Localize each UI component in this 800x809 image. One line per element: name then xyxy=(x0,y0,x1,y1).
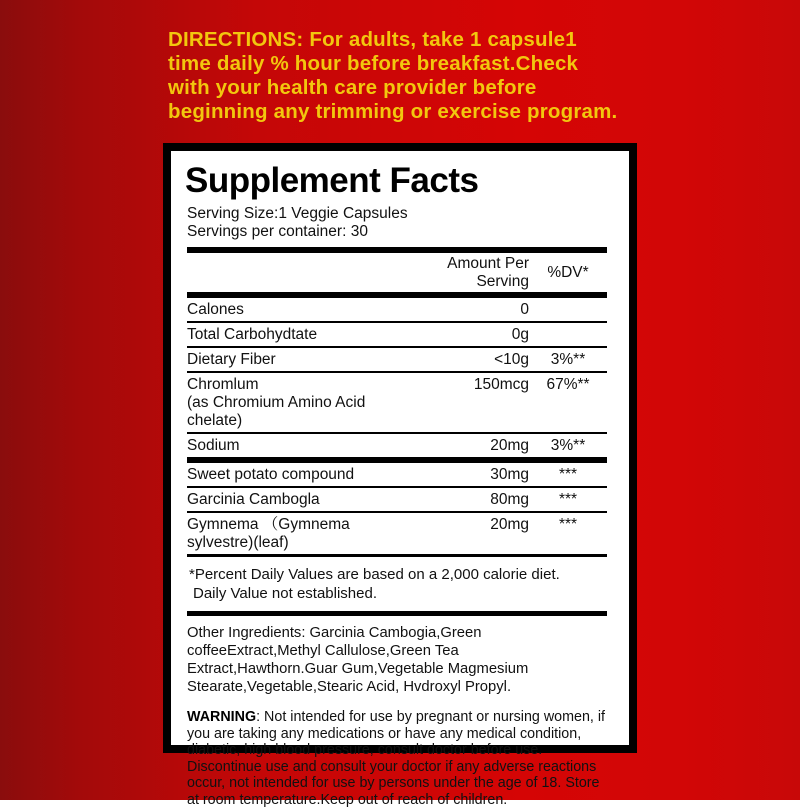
daily-value-footnote xyxy=(189,566,609,603)
row-name: Gymnema （Gymnema sylvestre)(leaf) xyxy=(187,516,350,551)
directions-line-1: DIRECTIONS: For adults, take 1 capsule1 xyxy=(168,28,577,51)
row-amount: 150mcg xyxy=(473,376,529,393)
warning-label: WARNING xyxy=(187,709,257,725)
directions-line-3: with your health care provider before xyxy=(168,76,537,99)
warning-body: : Not intended for use by pregnant or nursing women, if you are taking any medications or have any medical condition, diabetic, high blood pressure, consult doctor before use. Discontinue use and consult your doctor if any adverse reactions occur, not intended for use by persons under the age of 18. Store at room temperature.Keep out of reach of children. xyxy=(187,709,605,808)
row-amount: 80mg xyxy=(490,491,529,508)
row-name: Calones xyxy=(187,301,244,318)
table-row-sodium xyxy=(187,434,607,457)
dv-header: %DV* xyxy=(547,264,589,281)
row-amount: <10g xyxy=(494,351,529,368)
row-dv: *** xyxy=(558,516,578,533)
row-name: Sodium xyxy=(187,437,240,454)
row-amount: 20mg xyxy=(490,437,529,454)
other-ingredients-text: Other Ingredients: Garcinia Cambogia,Green coffeeExtract,Methyl Callulose,Green Tea Extract,Hawthorn.Guar Gum,Vegetable Magmesium Stearate,Vegetable,Stearic Acid, Hvdroxyl Propyl. xyxy=(187,625,529,695)
footnote-line1: *Percent Daily Values are based on a 2,000 calorie diet. xyxy=(189,566,560,583)
row-amount: 0 xyxy=(520,301,529,318)
table-row-sweet-potato xyxy=(187,463,607,488)
row-dv: 3%** xyxy=(550,437,586,454)
directions-line-2: time daily % hour before breakfast.Check xyxy=(168,52,579,75)
other-ingredients-divider xyxy=(187,611,607,616)
directions-line-4: beginning any trimming or exercise program. xyxy=(168,100,618,123)
row-amount: 30mg xyxy=(490,466,529,483)
row-dv: *** xyxy=(558,466,578,483)
serving-info xyxy=(187,205,609,241)
serving-size: Serving Size:1 Veggie Capsules xyxy=(187,205,408,222)
amount-per-serving-header: Amount Per Serving xyxy=(447,255,529,290)
row-amount: 0g xyxy=(511,326,529,343)
row-name: Sweet potato compound xyxy=(187,466,355,483)
row-name: Total Carbohydtate xyxy=(187,326,318,343)
table-row-chromium xyxy=(187,373,607,434)
row-dv: *** xyxy=(558,491,578,508)
warning-text xyxy=(187,709,613,809)
row-dv: 3%** xyxy=(550,351,586,368)
facts-table xyxy=(187,247,607,557)
row-name-line2: (as Chromium Amino Acid chelate) xyxy=(187,394,366,429)
table-row-carbohydrate xyxy=(187,323,607,348)
table-row-calones xyxy=(187,298,607,323)
row-name: Garcinia Cambogla xyxy=(187,491,320,508)
table-row-gymnema xyxy=(187,513,607,557)
supplement-facts-label xyxy=(163,143,637,808)
row-name-line1: Chromlum xyxy=(187,376,259,393)
directions-text xyxy=(168,28,638,124)
row-name: Dietary Fiber xyxy=(187,351,276,368)
servings-per-container: Servings per container: 30 xyxy=(187,223,368,240)
row-name xyxy=(187,376,419,430)
divider-thick-bottom xyxy=(187,611,607,616)
row-amount: 20mg xyxy=(490,516,529,533)
table-header-row xyxy=(187,253,607,292)
row-dv: 67%** xyxy=(546,376,590,393)
footnote-line2: Daily Value not established. xyxy=(193,584,377,602)
table-row-dietary-fiber xyxy=(187,348,607,373)
table-row-garcinia xyxy=(187,488,607,513)
supplement-facts-title: Supplement Facts xyxy=(185,161,479,200)
